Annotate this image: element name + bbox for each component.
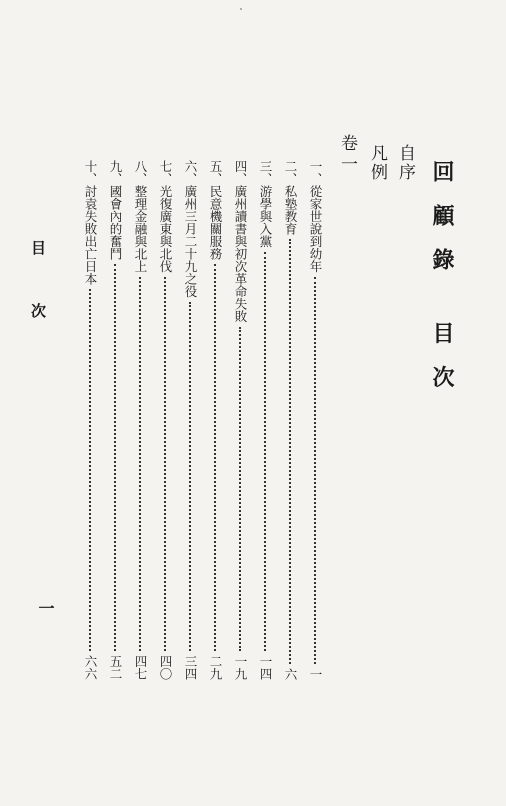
toc-entry-label: 九、國會內的奮鬥 [108, 160, 123, 260]
leader-dots [89, 289, 91, 651]
toc-entry[interactable] [181, 160, 199, 680]
toc-entry-page: 一 [308, 667, 323, 680]
leader-dots [289, 239, 291, 664]
toc-entry-label: 八、整理金融與北上 [133, 160, 148, 273]
toc-entry-label: 一、從家世說到幼年 [308, 160, 323, 273]
toc-entry-page: 六六 [83, 655, 98, 680]
page-title: 回顧錄 目次 [429, 160, 455, 410]
leader-dots [264, 252, 266, 652]
leader-dots [214, 264, 216, 651]
toc-entry-page: 一九 [233, 655, 248, 680]
front-matter-preface: 自序 [395, 144, 415, 182]
leader-dots [164, 277, 166, 652]
running-head: 目次 [29, 240, 47, 366]
toc-entry-label: 四、廣州讀書與初次革命失敗 [233, 160, 248, 323]
front-matter-conventions: 凡例 [367, 144, 387, 182]
toc-entry-page: 四七 [133, 655, 148, 680]
toc-entry[interactable] [156, 160, 174, 680]
toc-entry[interactable] [306, 160, 324, 680]
toc-entry[interactable] [256, 160, 274, 680]
toc-entry-label: 二、私塾教育 [283, 160, 298, 235]
paper-speck [240, 8, 242, 10]
toc-entry[interactable] [206, 160, 224, 680]
toc-entry-page: 五二 [108, 655, 123, 680]
toc-entry-label: 三、游學與入黨 [258, 160, 273, 248]
toc-entry-label: 五、民意機關服務 [208, 160, 223, 260]
toc-entry-label: 七、光復廣東與北伐 [158, 160, 173, 273]
toc-entry-page: 二九 [208, 655, 223, 680]
toc-entry[interactable] [81, 160, 99, 680]
volume-heading: 卷一 [337, 134, 357, 176]
toc-entry-page: 一四 [258, 655, 273, 680]
toc-entry-page: 四〇 [158, 655, 173, 680]
toc-entry-page: 三四 [183, 655, 198, 680]
leader-dots [314, 277, 316, 664]
leader-dots [114, 264, 116, 651]
leader-dots [189, 302, 191, 652]
page-number: 一 [36, 600, 55, 616]
toc-entry-label: 六、廣州三月二十九之役 [183, 160, 198, 298]
toc-entry[interactable] [281, 160, 299, 680]
toc-entry[interactable] [131, 160, 149, 680]
leader-dots [139, 277, 141, 652]
toc-entry[interactable] [231, 160, 249, 680]
toc-entry-label: 十、討袁失敗出亡日本 [83, 160, 98, 285]
toc-entry[interactable] [106, 160, 124, 680]
toc-entry-page: 六 [283, 667, 298, 680]
leader-dots [239, 327, 241, 652]
